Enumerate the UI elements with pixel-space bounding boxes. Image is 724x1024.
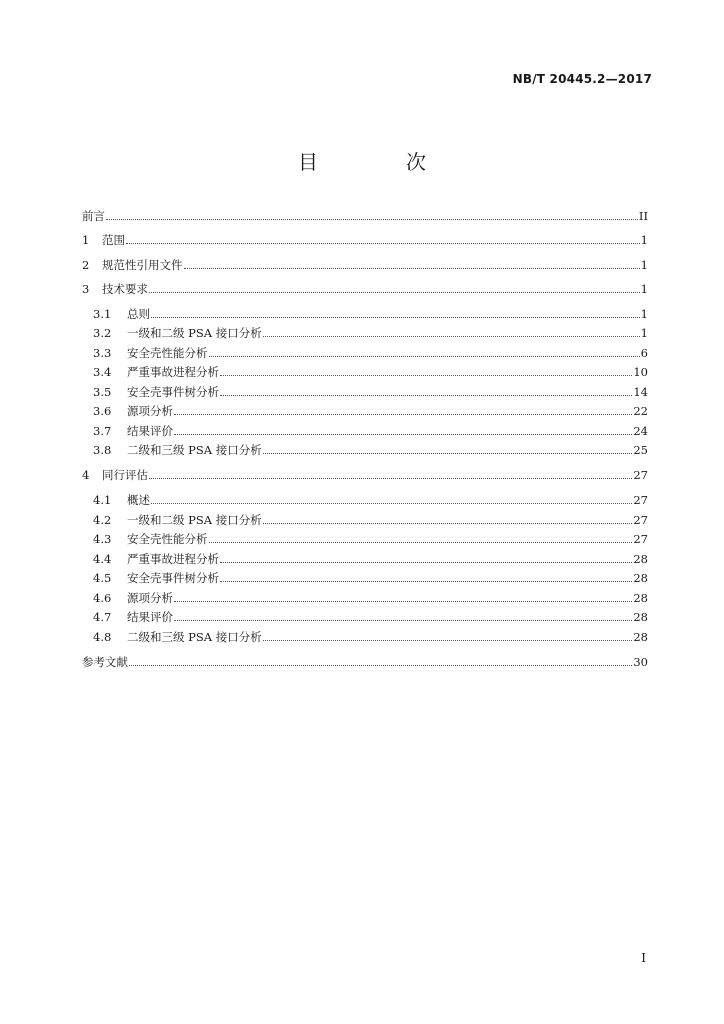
toc-entry-label: 规范性引用文件 bbox=[102, 257, 183, 272]
toc-entry-number: 4 bbox=[82, 468, 90, 483]
toc-entry[interactable] bbox=[82, 280, 648, 298]
toc-entry[interactable] bbox=[82, 466, 648, 484]
toc-entry[interactable] bbox=[82, 385, 648, 399]
toc-entry-number: 4.8 bbox=[93, 629, 112, 644]
dot-leader bbox=[174, 425, 632, 435]
toc-entry-page: 27 bbox=[633, 468, 648, 483]
dot-leader bbox=[220, 572, 632, 582]
toc-entry-page: 25 bbox=[633, 443, 648, 458]
toc-entry-number: 4.7 bbox=[93, 610, 112, 625]
toc-entry-number: 3.2 bbox=[93, 326, 112, 341]
toc-entry[interactable] bbox=[82, 610, 648, 624]
toc-entry[interactable] bbox=[82, 365, 648, 379]
toc-entry-page: 27 bbox=[633, 532, 648, 547]
toc-entry-number: 3.5 bbox=[93, 384, 112, 399]
toc-entry-label: 结果评价 bbox=[127, 610, 173, 625]
toc-entry[interactable] bbox=[82, 591, 648, 605]
toc-entry-page: 28 bbox=[633, 590, 648, 605]
toc-entry-label: 二级和三级 PSA 接口分析 bbox=[127, 629, 262, 644]
toc-entry-label: 同行评估 bbox=[102, 468, 148, 483]
dot-leader bbox=[220, 366, 632, 376]
toc-entry-number: 3.6 bbox=[93, 404, 112, 419]
toc-entry-page: 28 bbox=[633, 610, 648, 625]
toc-entry-number: 3 bbox=[82, 281, 90, 296]
dot-leader bbox=[209, 347, 640, 357]
toc-entry-label: 源项分析 bbox=[127, 590, 173, 605]
toc-entry[interactable] bbox=[82, 493, 648, 507]
toc-entry-number: 4.3 bbox=[93, 532, 112, 547]
toc-entry-number: 3.7 bbox=[93, 423, 112, 438]
toc-entry-page: 27 bbox=[633, 512, 648, 527]
toc-entry-label: 安全壳性能分析 bbox=[127, 345, 208, 360]
toc-entry-label: 一级和二级 PSA 接口分析 bbox=[127, 326, 262, 341]
toc-entry-label: 技术要求 bbox=[102, 281, 148, 296]
dot-leader bbox=[149, 469, 632, 479]
toc-entry-page: 28 bbox=[633, 629, 648, 644]
toc-entry-number: 4.4 bbox=[93, 551, 112, 566]
toc-entry-page: 10 bbox=[633, 365, 648, 380]
toc-entry-page: 24 bbox=[633, 423, 648, 438]
page-number: I bbox=[641, 951, 646, 965]
toc-entry[interactable] bbox=[82, 424, 648, 438]
toc-entry-number: 3.1 bbox=[93, 306, 112, 321]
toc-entry-label: 一级和二级 PSA 接口分析 bbox=[127, 512, 262, 527]
toc-entry[interactable] bbox=[82, 307, 648, 321]
toc-entry-page: 30 bbox=[633, 654, 648, 669]
dot-leader bbox=[263, 444, 633, 454]
toc-entry-label: 源项分析 bbox=[127, 404, 173, 419]
toc-entry-page: 1 bbox=[640, 257, 648, 272]
toc-entry-number: 4.5 bbox=[93, 571, 112, 586]
dot-leader bbox=[129, 656, 632, 666]
toc-entry-label: 安全壳事件树分析 bbox=[127, 384, 219, 399]
dot-leader bbox=[263, 327, 640, 337]
toc-entry[interactable] bbox=[82, 571, 648, 585]
dot-leader bbox=[220, 553, 632, 563]
toc-entry-page: 14 bbox=[633, 384, 648, 399]
dot-leader bbox=[174, 405, 632, 415]
toc-entry[interactable] bbox=[82, 346, 648, 360]
toc-entry[interactable] bbox=[82, 231, 648, 249]
dot-leader bbox=[263, 631, 633, 641]
page-title: 目 次 bbox=[298, 150, 460, 174]
toc-entry-label: 概述 bbox=[127, 493, 150, 508]
toc-entry[interactable] bbox=[82, 326, 648, 340]
toc-entry-page: 28 bbox=[633, 571, 648, 586]
toc-entry-page: 28 bbox=[633, 551, 648, 566]
dot-leader bbox=[149, 283, 640, 293]
toc-entry-number: 2 bbox=[82, 257, 90, 272]
dot-leader bbox=[126, 234, 640, 244]
toc-entry-number: 3.3 bbox=[93, 345, 112, 360]
toc-entry-number: 3.8 bbox=[93, 443, 112, 458]
toc-entry-page: 1 bbox=[640, 326, 648, 341]
dot-leader bbox=[151, 494, 632, 504]
toc-entry-page: II bbox=[638, 209, 648, 223]
toc-entry-number: 3.4 bbox=[93, 365, 112, 380]
toc-entry-label: 二级和三级 PSA 接口分析 bbox=[127, 443, 262, 458]
toc-entry[interactable] bbox=[82, 532, 648, 546]
toc-entry[interactable] bbox=[82, 256, 648, 274]
toc-entry-label: 参考文献 bbox=[82, 654, 128, 669]
toc-entry-page: 1 bbox=[640, 306, 648, 321]
toc-entry-label: 总则 bbox=[127, 306, 150, 321]
toc-entry-page: 1 bbox=[640, 281, 648, 296]
toc-entry-page: 22 bbox=[633, 404, 648, 419]
toc-entry-number: 4.6 bbox=[93, 590, 112, 605]
dot-leader bbox=[184, 259, 640, 269]
toc-entry-label: 安全壳事件树分析 bbox=[127, 571, 219, 586]
toc-entry[interactable] bbox=[82, 207, 648, 225]
toc-entry-label: 严重事故进程分析 bbox=[127, 551, 219, 566]
toc-entry-page: 1 bbox=[640, 233, 648, 248]
toc-entry-label: 安全壳性能分析 bbox=[127, 532, 208, 547]
dot-leader bbox=[151, 308, 640, 318]
dot-leader bbox=[263, 514, 633, 524]
toc-entry[interactable] bbox=[82, 630, 648, 644]
toc-entry[interactable] bbox=[82, 552, 648, 566]
toc-entry-label: 范围 bbox=[102, 233, 125, 248]
toc-entry-number: 1 bbox=[82, 233, 90, 248]
dot-leader bbox=[106, 210, 638, 220]
toc-entry[interactable] bbox=[82, 653, 648, 671]
toc-entry-number: 4.2 bbox=[93, 512, 112, 527]
dot-leader bbox=[174, 592, 632, 602]
toc-entry-page: 27 bbox=[633, 493, 648, 508]
toc-entry[interactable] bbox=[82, 404, 648, 418]
toc-entry[interactable] bbox=[82, 513, 648, 527]
toc-entry-label: 前言 bbox=[82, 209, 105, 223]
toc-entry-label: 严重事故进程分析 bbox=[127, 365, 219, 380]
table-of-contents bbox=[82, 207, 648, 677]
standard-code: NB/T 20445.2—2017 bbox=[512, 72, 652, 86]
dot-leader bbox=[220, 386, 632, 396]
toc-entry-label: 结果评价 bbox=[127, 423, 173, 438]
toc-entry[interactable] bbox=[82, 443, 648, 457]
toc-entry-page: 6 bbox=[640, 345, 648, 360]
toc-entry-number: 4.1 bbox=[93, 493, 112, 508]
dot-leader bbox=[174, 611, 632, 621]
dot-leader bbox=[209, 533, 633, 543]
